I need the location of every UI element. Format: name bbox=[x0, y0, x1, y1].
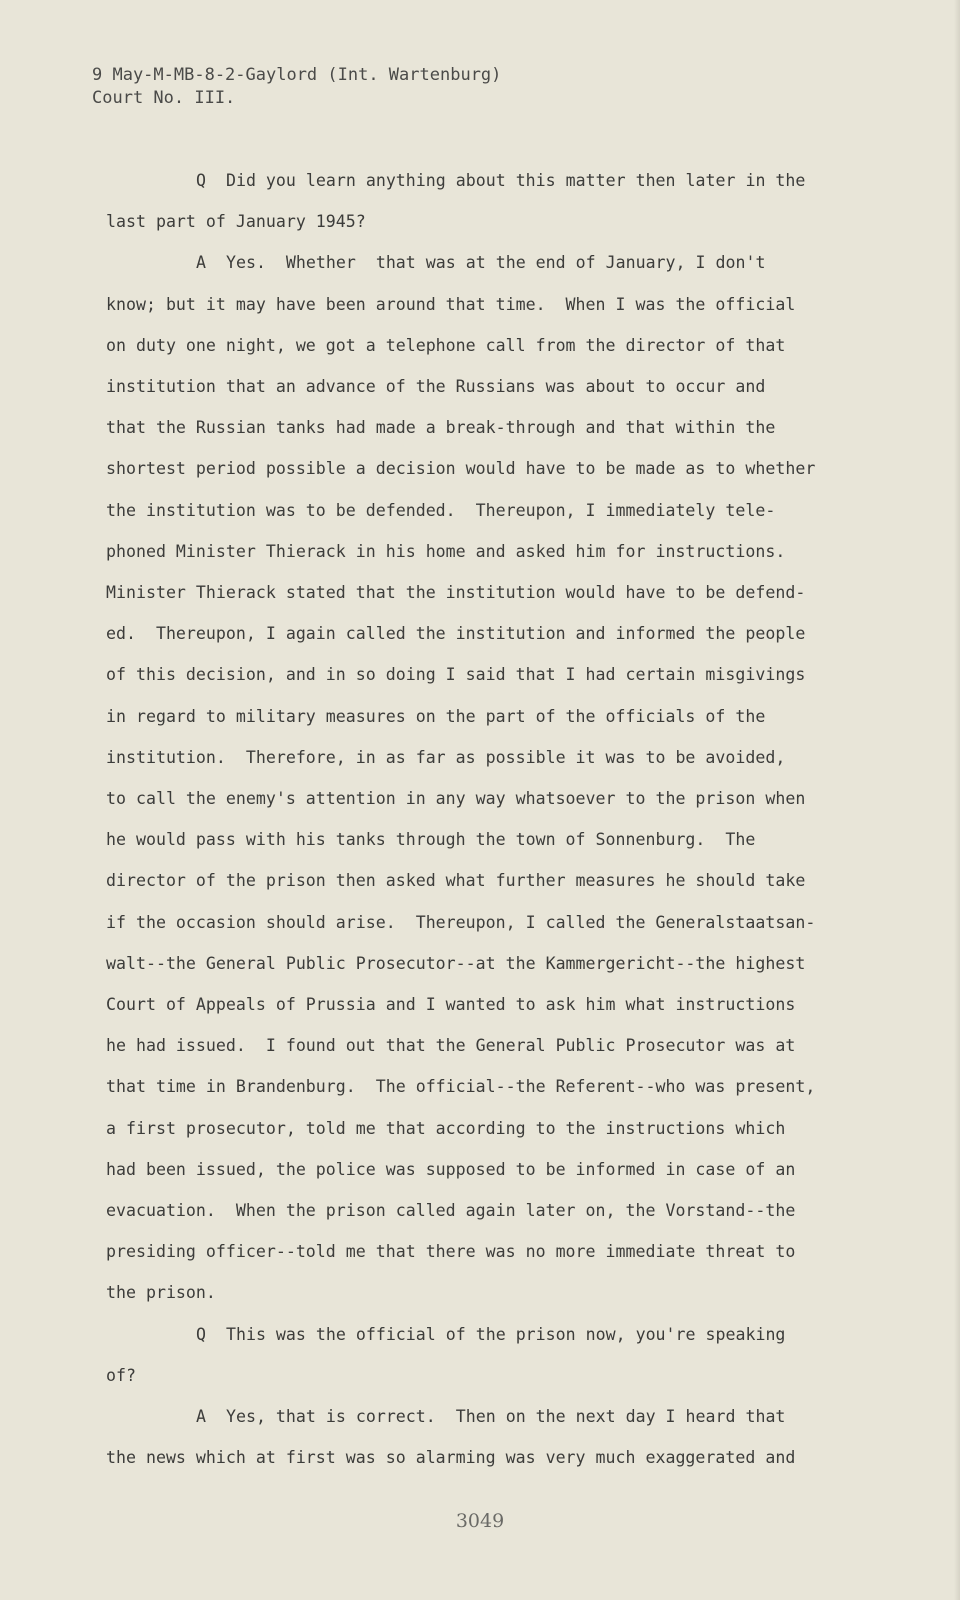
text-line: he would pass with his tanks through the town of Sonnenburg. The bbox=[106, 830, 756, 850]
court-number: Court No. III. bbox=[92, 88, 236, 108]
text-line: that time in Brandenburg. The official--the Referent--who was present, bbox=[106, 1077, 816, 1097]
text-line: Court of Appeals of Prussia and I wanted to ask him what instructions bbox=[106, 995, 796, 1015]
text-line: the institution was to be defended. Thereupon, I immediately tele- bbox=[106, 500, 776, 520]
text-line: ed. Thereupon, I again called the institution and informed the people bbox=[106, 624, 806, 644]
text-line: the prison. bbox=[106, 1283, 216, 1303]
text-line: Minister Thierack stated that the institution would have to be defend- bbox=[106, 583, 806, 603]
text-line: institution that an advance of the Russians was about to occur and bbox=[106, 377, 766, 397]
text-line: of? bbox=[106, 1365, 136, 1385]
text-line: in regard to military measures on the part of the officials of the bbox=[106, 706, 766, 726]
answer-line: A Yes. Whether that was at the end of January, I don't bbox=[196, 253, 766, 273]
text-line: know; but it may have been around that time. When I was the official bbox=[106, 294, 796, 314]
transcript-body bbox=[106, 160, 836, 1479]
page-edge-shadow bbox=[954, 0, 960, 1600]
transcript-header bbox=[92, 64, 501, 110]
page-number: 3049 bbox=[455, 1510, 505, 1532]
text-line: if the occasion should arise. Thereupon, I called the Generalstaatsan- bbox=[106, 912, 816, 932]
text-line: a first prosecutor, told me that according to the instructions which bbox=[106, 1118, 786, 1138]
text-line: institution. Therefore, in as far as possible it was to be avoided, bbox=[106, 747, 786, 767]
text-line: he had issued. I found out that the General Public Prosecutor was at bbox=[106, 1036, 796, 1056]
text-line: had been issued, the police was supposed to be informed in case of an bbox=[106, 1159, 796, 1179]
text-line: last part of January 1945? bbox=[106, 212, 366, 232]
question-line: Q This was the official of the prison now, you're speaking bbox=[196, 1324, 786, 1344]
question-line: Q Did you learn anything about this matter then later in the bbox=[196, 171, 806, 190]
text-line: phoned Minister Thierack in his home and asked him for instructions. bbox=[106, 541, 786, 561]
text-line: evacuation. When the prison called again later on, the Vorstand--the bbox=[106, 1201, 796, 1221]
text-line: shortest period possible a decision would have to be made as to whether bbox=[106, 459, 816, 479]
text-line: to call the enemy's attention in any way whatsoever to the prison when bbox=[106, 789, 806, 809]
session-reference: 9 May-M-MB-8-2-Gaylord (Int. Wartenburg) bbox=[92, 65, 502, 85]
text-line: that the Russian tanks had made a break-through and that within the bbox=[106, 418, 776, 438]
text-line: director of the prison then asked what further measures he should take bbox=[106, 871, 806, 891]
text-line: walt--the General Public Prosecutor--at the Kammergericht--the highest bbox=[106, 953, 806, 973]
answer-line: A Yes, that is correct. Then on the next day I heard that bbox=[196, 1407, 786, 1427]
text-line: on duty one night, we got a telephone call from the director of that bbox=[106, 335, 786, 355]
text-line: presiding officer--told me that there was no more immediate threat to bbox=[106, 1242, 796, 1262]
text-line: of this decision, and in so doing I said that I had certain misgivings bbox=[106, 665, 806, 685]
text-line: the news which at first was so alarming was very much exaggerated and bbox=[106, 1448, 796, 1468]
